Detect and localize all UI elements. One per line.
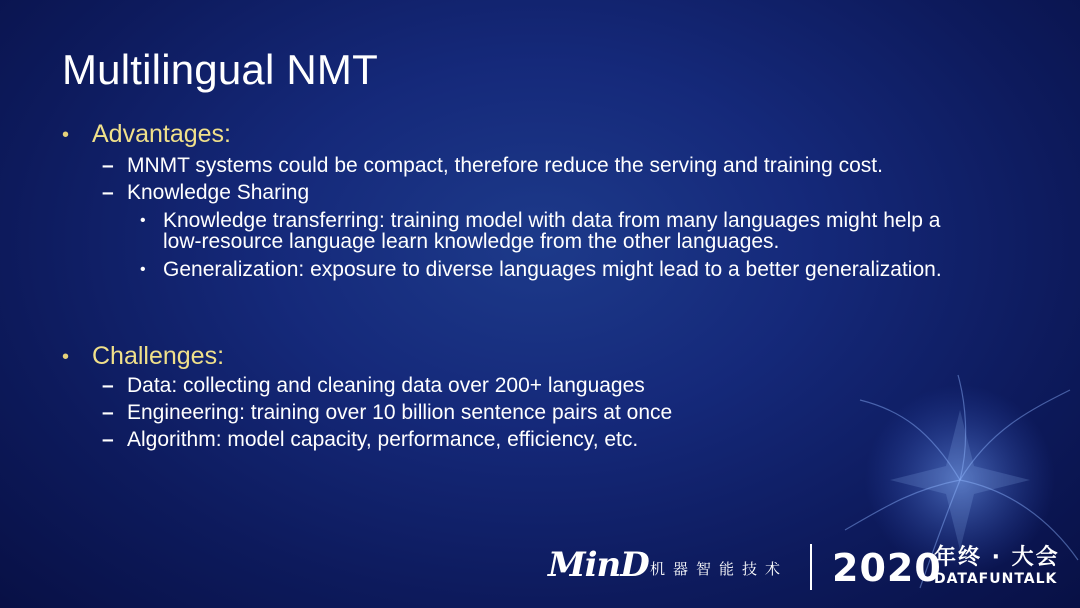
footer-divider [810,544,812,590]
sub-list-item-text: Knowledge transferring: training model with data from many languages might help a low-resource language learn knowledge from the other languages. [163,209,941,253]
event-name: 年终 · 大会 [934,545,1060,570]
bullet-icon: • [62,345,70,368]
dash-icon: – [102,181,114,204]
list-item [102,154,883,178]
list-item-text: Engineering: training over 10 billion sentence pairs at once [127,401,673,424]
list-item [102,181,309,205]
dot-icon: • [140,261,146,278]
section-heading-advantages [62,120,231,149]
slide-title: Multilingual NMT [62,46,378,93]
list-item-text: MNMT systems could be compact, therefore reduce the serving and training cost. [127,154,883,177]
dash-icon: – [102,428,114,451]
list-item-text: Data: collecting and cleaning data over 200+ languages [127,374,645,397]
list-item-text: Knowledge Sharing [127,181,310,204]
list-item [102,374,645,398]
dot-icon: • [140,212,146,229]
logo-subtitle: 机器智能技术 [650,560,789,578]
dash-icon: – [102,374,114,397]
sub-list-item [140,259,980,280]
event-year: 2020 [832,546,942,590]
heading-text: Advantages: [92,120,231,148]
brand-name: DATAFUNTALK [934,571,1058,587]
dash-icon: – [102,154,114,177]
list-item [102,401,672,425]
heading-text: Challenges: [92,342,225,370]
section-heading-challenges [62,342,224,371]
mind-logo: MinD [548,545,649,585]
list-item-text: Algorithm: model capacity, performance, efficiency, etc. [127,428,639,451]
bullet-icon: • [62,123,70,146]
dash-icon: – [102,401,114,424]
sub-list-item-text: Generalization: exposure to diverse languages might lead to a better generalization. [163,258,942,281]
list-item [102,428,638,452]
sub-list-item [140,210,980,252]
